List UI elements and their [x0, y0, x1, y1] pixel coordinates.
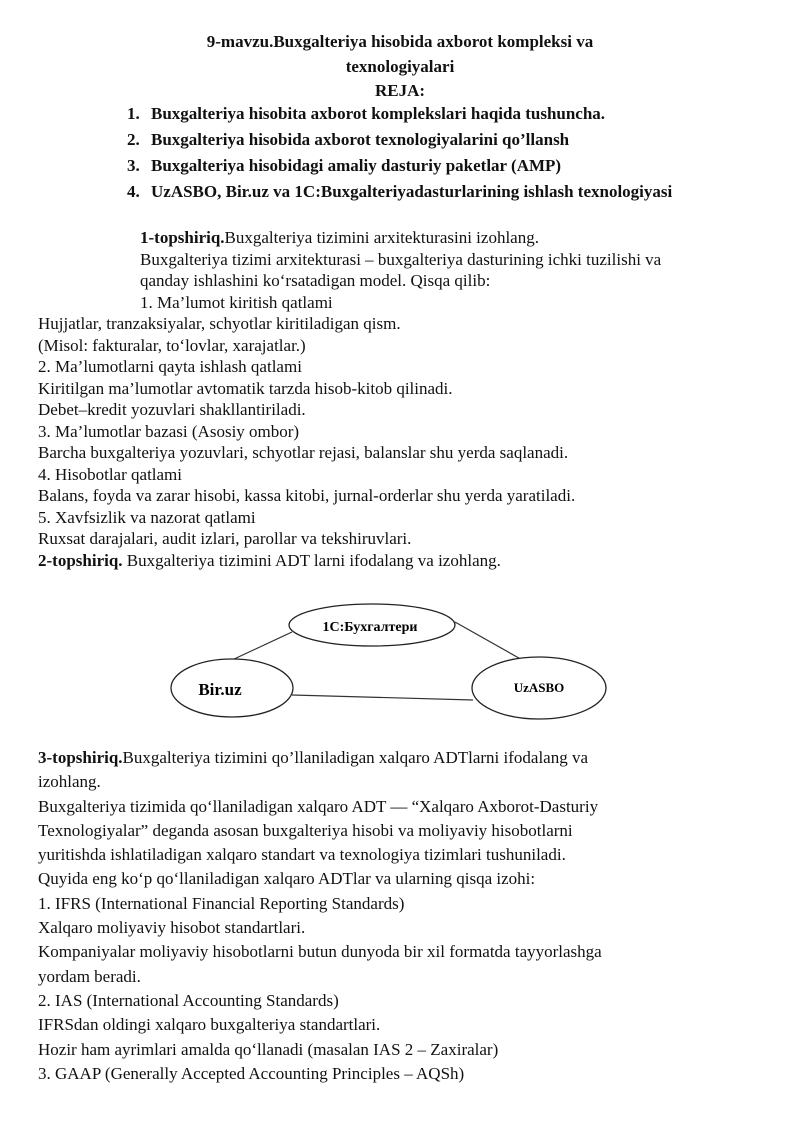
paragraph-line: izohlang.	[38, 772, 101, 792]
plan-item	[127, 179, 672, 205]
paragraph-line: Quyida eng ko‘p qo‘llaniladigan xalqaro ADTlar va ularning qisqa izohi:	[38, 869, 536, 889]
task-1-question: Buxgalteriya tizimini arxitekturasini izohlang.	[224, 228, 539, 247]
plan-item	[127, 153, 672, 179]
document-title-line-1: 9-mavzu.Buxgalteriya hisobida axborot kompleksi va	[206, 32, 594, 51]
task-1-label: 1-topshiriq.	[140, 228, 225, 247]
paragraph-line: 2. Ma’lumotlarni qayta ishlash qatlami	[38, 357, 302, 376]
paragraph-line: Hozir ham ayrimlari amalda qo‘llanadi (masalan IAS 2 – Zaxiralar)	[38, 1039, 499, 1059]
connector-top-left	[232, 632, 292, 660]
paragraph-line: Balans, foyda va zarar hisobi, kassa kitobi, jurnal-orderlar shu yerda yaratiladi.	[38, 486, 576, 505]
node-biruz-label: Bir.uz	[198, 680, 242, 699]
paragraph-line: 3. Ma’lumotlar bazasi (Asosiy ombor)	[38, 421, 300, 441]
task-3-section	[38, 746, 778, 1086]
paragraph-line: yuritishda ishlatiladigan xalqaro standart va texnologiya tizimlari tushuniladi.	[38, 845, 566, 865]
plan-item-text: Buxgalteriya hisobidagi amaliy dasturiy paketlar (AMP)	[151, 156, 562, 175]
paragraph-line: IFRSdan oldingi xalqaro buxgalteriya standartlari.	[38, 1015, 381, 1035]
paragraph-line: yordam beradi.	[38, 966, 141, 986]
document-title-line-2: texnologiyalari	[345, 57, 455, 76]
task-1-section	[38, 227, 778, 571]
paragraph-line: Debet–kredit yozuvlari shakllantiriladi.	[38, 400, 306, 419]
paragraph-line: Kiritilgan ma’lumotlar avtomatik tarzda hisob-kitob qilinadi.	[38, 378, 453, 398]
paragraph-line: Xalqaro moliyaviy hisobot standartlari.	[38, 918, 306, 938]
paragraph-line: Texnologiyalar” deganda asosan buxgalteriya hisobi va moliyaviy hisobotlarni	[38, 820, 573, 840]
paragraph-line: Ruxsat darajalari, audit izlari, parollar va tekshiruvlari.	[38, 529, 412, 548]
paragraph-line: Buxgalteriya tizimi arxitekturasi – buxgalteriya dasturining ichki tuzilishi va	[140, 249, 662, 269]
node-1c-label: 1C:Бухгалтери	[322, 620, 418, 635]
paragraph-line: 3. GAAP (Generally Accepted Accounting Principles – AQSh)	[38, 1063, 465, 1083]
paragraph-line: Barcha buxgalteriya yozuvlari, schyotlar rejasi, balanslar shu yerda saqlanadi.	[38, 443, 569, 462]
task-2-heading	[38, 550, 778, 572]
paragraph-line: 1. Ma’lumot kiritish qatlami	[140, 292, 333, 312]
task-3-heading	[38, 746, 778, 770]
adt-diagram	[0, 600, 800, 760]
paragraph-line: Hujjatlar, tranzaksiyalar, schyotlar kiritiladigan qism.	[38, 314, 401, 333]
task-1-heading	[38, 227, 778, 249]
task-3-question: Buxgalteriya tizimini qo’llaniladigan xalqaro ADTlarni ifodalang va	[122, 748, 589, 767]
connector-bottom	[292, 695, 473, 700]
task-2-question: Buxgalteriya tizimini ADT larni ifodalang va izohlang.	[122, 550, 501, 570]
plan-list	[127, 101, 672, 205]
plan-item	[127, 127, 672, 153]
plan-item	[127, 101, 672, 127]
plan-item-text: UzASBO, Bir.uz va 1C:Buxgalteriyadasturlarining ishlash texnologiyasi	[151, 182, 673, 201]
plan-heading: REJA:	[374, 81, 426, 100]
plan-item-text: Buxgalteriya hisobida axborot texnologiyalarini qo’llansh	[151, 130, 570, 149]
task-3-label: 3-topshiriq.	[38, 748, 123, 767]
task-2-label: 2-topshiriq.	[38, 550, 123, 570]
plan-item-number: 2.	[127, 130, 140, 149]
paragraph-line: qanday ishlashini ko‘rsatadigan model. Qisqa qilib:	[140, 271, 491, 290]
plan-item-number: 3.	[127, 156, 140, 175]
paragraph-line: (Misol: fakturalar, to‘lovlar, xarajatlar.)	[38, 335, 306, 355]
plan-item-text: Buxgalteriya hisobita axborot komplekslari haqida tushuncha.	[151, 104, 606, 123]
paragraph-line: 4. Hisobotlar qatlami	[38, 464, 183, 484]
node-uzasbo-label: UzASBO	[513, 680, 565, 695]
paragraph-line: 5. Xavfsizlik va nazorat qatlami	[38, 507, 256, 527]
plan-item-number: 1.	[127, 104, 140, 123]
paragraph-line: Kompaniyalar moliyaviy hisobotlarni butun dunyoda bir xil formatda tayyorlashga	[38, 942, 602, 962]
plan-item-number: 4.	[127, 182, 140, 201]
paragraph-line: 2. IAS (International Accounting Standards)	[38, 990, 339, 1010]
paragraph-line: 1. IFRS (International Financial Reporting Standards)	[38, 893, 405, 913]
paragraph-line: Buxgalteriya tizimida qo‘llaniladigan xalqaro ADT — “Xalqaro Axborot-Dasturiy	[38, 796, 599, 816]
